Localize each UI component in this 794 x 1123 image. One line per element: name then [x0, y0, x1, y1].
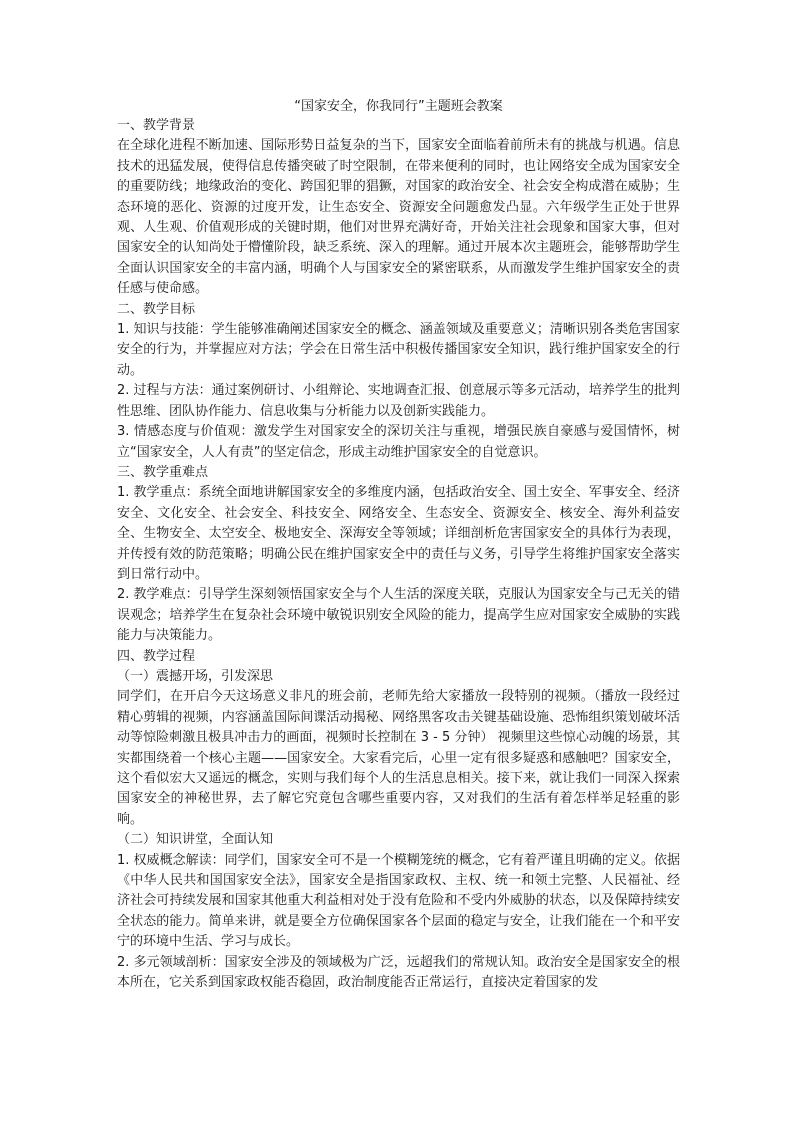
section-heading: （二）知识讲堂，全面认知 [117, 832, 274, 848]
document-title: “国家安全，你我同行”主题班会教案 [294, 99, 503, 114]
paragraph: 在全球化进程不断加速、国际形势日益复杂的当下，国家安全面临着前所未有的挑战与机遇。信息技术的迅猛发展，使得信息传播突破了时空限制，在带来便利的同时，也让网络安全成为国家安全的重要防线；地缘政治的变化、跨国犯罪的猖獗，对国家的政治安全、社会安全构成潜在威胁；生态环境的恶化、资源的过度开发，让生态安全、资源安全问题愈发凸显。六年级学生正处于世界观、人生观、价值观形成的关键时期，他们对世界充满好奇，开始关注社会现象和国家大事，但对国家安全的认知尚处于懵懂阶段，缺乏系统、深入的理解。通过开展本次主题班会，能够帮助学生全面认识国家安全的丰富内涵，明确个人与国家安全的紧密联系，从而激发学生维护国家安全的责任感与使命感。 [117, 138, 680, 297]
paragraph: 3. 情感态度与价值观：激发学生对国家安全的深切关注与重视，增强民族自豪感与爱国情怀，树立“国家安全，人人有责”的坚定信念，形成主动维护国家安全的自觉意识。 [117, 424, 680, 460]
section-heading: 一、教学背景 [117, 118, 196, 133]
paragraph: 2. 过程与方法：通过案例研讨、小组辩论、实地调查汇报、创意展示等多元活动，培养学生的批判性思维、团队协作能力、信息收集与分析能力以及创新实践能力。 [117, 383, 680, 419]
paragraph: 1. 教学重点：系统全面地讲解国家安全的多维度内涵，包括政治安全、国土安全、军事安全、经济安全、文化安全、社会安全、科技安全、网络安全、生态安全、资源安全、核安全、海外利益安全、生物安全、太空安全、极地安全、深海安全等领域；详细剖析危害国家安全的具体行为表现，并传授有效的防范策略；明确公民在维护国家安全中的责任与义务，引导学生将维护国家安全落实到日常行动中。 [117, 485, 680, 582]
section-heading: 三、教学重难点 [117, 464, 209, 480]
paragraph: 2. 多元领域剖析：国家安全涉及的领域极为广泛，远超我们的常规认知。政治安全是国家安全的根本所在，它关系到国家政权能否稳固，政治制度能否正常运行，直接决定着国家的发 [117, 954, 680, 991]
section-heading: （一）震撼开场，引发深思 [117, 668, 274, 684]
document-body [117, 116, 680, 993]
section-heading: 四、教学过程 [117, 648, 196, 664]
paragraph: 1. 知识与技能：学生能够准确阐述国家安全的概念、涵盖领域及重要意义；清晰识别各类危害国家安全的行为，并掌握应对方法；学会在日常生活中积极传播国家安全知识，践行维护国家安全的行动。 [117, 322, 680, 378]
paragraph: 同学们，在开启今天这场意义非凡的班会前，老师先给大家播放一段特别的视频。（播放一段经过精心剪辑的视频，内容涵盖国际间谍活动揭秘、网络黑客攻击关键基础设施、恐怖组织策划破坏活动等惊险刺激且极具冲击力的画面，视频时长控制在 3 - 5 分钟） 视频里这些惊心动魄的场景，其实都围绕着一个核心主题——国家安全。大家看完后，心里一定有很多疑惑和感触吧？国家安全，这个看似宏大又遥远的概念，实则与我们每个人的生活息息相关。接下来，就让我们一同深入探索国家安全的神秘世界，去了解它究竟包含哪些重要内容，又对我们的生活有着怎样举足轻重的影响。 [117, 689, 680, 827]
paragraph: 2. 教学难点：引导学生深刻领悟国家安全与个人生活的深度关联，克服认为国家安全与己无关的错误观念；培养学生在复杂社会环境中敏锐识别安全风险的能力，提高学生应对国家安全威胁的实践能力与决策能力。 [117, 587, 680, 644]
section-heading: 二、教学目标 [117, 301, 196, 317]
paragraph: 1. 权威概念解读：同学们，国家安全可不是一个模糊笼统的概念，它有着严谨且明确的定义。依据《中华人民共和国国家安全法》，国家安全是指国家政权、主权、统一和领土完整、人民福祉、经济社会可持续发展和国家其他重大利益相对处于没有危险和不受内外威胁的状态，以及保障持续安全状态的能力。简单来讲，就是要全方位确保国家各个层面的稳定与安全，让我们能在一个和平安宁的环境中生活、学习与成长。 [117, 852, 680, 950]
document-page [117, 98, 680, 993]
